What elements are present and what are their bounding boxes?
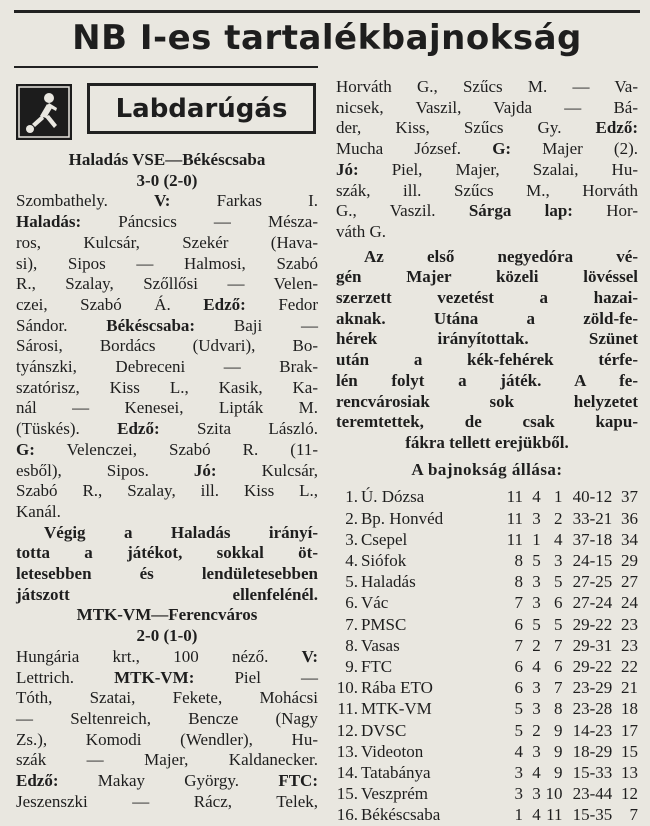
standings-row xyxy=(336,508,638,529)
match2-report-line-segment: Edző: xyxy=(595,118,638,138)
standings-played: 8 xyxy=(514,550,523,570)
match2-report-line xyxy=(336,160,638,181)
match1-report-line-segment: Farkas I. xyxy=(170,191,318,211)
match2-report-right xyxy=(336,77,638,222)
match1-report-line-segment: Jó: xyxy=(193,460,217,480)
match2-report-line-segment: Jeszenszki — Rácz, Telek, xyxy=(16,791,318,811)
standings-row xyxy=(336,529,638,550)
standings-team: DVSC xyxy=(360,720,407,740)
match1-report-line xyxy=(16,274,318,295)
match1-score: 3-0 (2-0) xyxy=(136,170,198,190)
standings-points: 12 xyxy=(621,784,638,804)
standings-points: 34 xyxy=(621,529,638,549)
standings-rank: 14. xyxy=(336,763,358,782)
standings-lost: 5 xyxy=(554,572,563,592)
standings-played: 6 xyxy=(514,614,523,634)
standings-won: 4 xyxy=(532,487,541,507)
standings-row xyxy=(336,783,638,804)
standings-lost: 8 xyxy=(554,699,563,719)
match2-report-line-segment: Makay György. xyxy=(58,771,279,791)
standings-lost: 9 xyxy=(554,720,563,740)
match2-report-line-segment: Sárga lap: xyxy=(468,201,573,221)
standings-played: 7 xyxy=(514,635,523,655)
match1-report-line-segment: Edző: xyxy=(117,419,160,439)
match1-report-line-segment: Szabó R., Szalay, ill. Kiss L., xyxy=(16,481,318,501)
match2-report-line xyxy=(16,709,318,730)
match1-summary-line: Végig a Haladás irányí- xyxy=(44,522,318,542)
match2-report-line-segment: Edző: xyxy=(16,771,59,791)
match1-report-line xyxy=(16,398,318,419)
standings-row xyxy=(336,720,638,741)
standings-rank: 1. xyxy=(345,487,358,507)
match2-report-line-segment: Jó: xyxy=(336,159,359,179)
standings-lost: 5 xyxy=(554,614,563,634)
match2-report-line xyxy=(16,771,318,792)
standings-goals: 23-28 xyxy=(572,699,613,719)
match2-title: MTK-VM—Ferencváros xyxy=(76,605,258,625)
standings-lost: 9 xyxy=(554,763,563,782)
standings-rank: 8. xyxy=(345,635,358,655)
match1-report-line-segment: czei, Szabó Á. xyxy=(16,294,204,314)
standings-goals: 15-33 xyxy=(572,763,613,782)
standings-played: 7 xyxy=(514,593,523,613)
match2-summary-last: fákra tellett erejükből. xyxy=(405,432,569,452)
standings-rank: 13. xyxy=(336,741,358,761)
standings-goals: 29-22 xyxy=(572,656,613,676)
standings-points: 29 xyxy=(621,550,638,570)
standings-won: 1 xyxy=(532,529,541,549)
standings-rank: 4. xyxy=(345,550,358,570)
standings-rank: 12. xyxy=(336,720,358,740)
standings-lost: 6 xyxy=(554,656,563,676)
match2-report-line xyxy=(336,139,638,160)
standings-team: Vasas xyxy=(360,635,400,655)
standings-won: 4 xyxy=(532,763,541,782)
match1-report-line xyxy=(16,357,318,378)
match2-score: 2-0 (1-0) xyxy=(136,626,198,646)
standings-goals: 23-44 xyxy=(572,784,613,804)
standings-points: 13 xyxy=(621,763,638,782)
match1-report-line-segment: Békéscsaba: xyxy=(106,315,196,335)
standings-points: 24 xyxy=(621,593,638,613)
standings-played: 6 xyxy=(514,656,523,676)
standings-team: Haladás xyxy=(360,572,416,592)
standings-rank: 3. xyxy=(345,529,358,549)
standings-team: MTK-VM xyxy=(360,699,432,719)
standings-goals: 29-22 xyxy=(572,614,613,634)
standings-rank: 11. xyxy=(337,699,358,719)
standings-lost: 9 xyxy=(554,741,563,761)
match1-report-line-segment: si), Sipos — Halmosi, Szabó xyxy=(16,253,318,273)
match1-report-line xyxy=(16,336,318,357)
match2-report-line-segment: Hungária krt., 100 néző. xyxy=(16,646,302,666)
standings-won: 3 xyxy=(532,508,541,528)
match2-summary-line: gén Majer közeli lövéssel xyxy=(336,267,638,287)
standings-rank: 7. xyxy=(345,614,358,634)
standings-row xyxy=(336,677,638,698)
match1-report-line xyxy=(16,212,318,233)
match1-report-line-segment: (Tüskés). xyxy=(16,419,118,439)
standings-points: 22 xyxy=(621,656,638,676)
match2-report-line xyxy=(336,118,638,139)
standings-played: 11 xyxy=(506,487,523,507)
standings-goals: 18-29 xyxy=(572,741,613,761)
standings-lost: 7 xyxy=(554,678,563,698)
match2-report-last: váth G. xyxy=(336,221,387,241)
match2-report-line-segment: Majer (2). xyxy=(511,139,638,159)
standings-team: PMSC xyxy=(360,614,407,634)
standings-row xyxy=(336,486,638,507)
standings-team: Videoton xyxy=(360,741,424,761)
standings-team: Csepel xyxy=(360,529,408,549)
match2-report-line xyxy=(336,77,638,98)
standings-goals: 27-25 xyxy=(572,572,613,592)
standings-goals: 15-35 xyxy=(572,805,613,825)
standings-rank: 9. xyxy=(345,656,358,676)
match1-report-line-segment: Fedor xyxy=(245,294,318,314)
match2-report-line-segment: G., Vaszil. xyxy=(336,201,469,221)
match1-report-line-segment: Baji — xyxy=(195,315,318,335)
match2-report-line-segment: Mucha József. xyxy=(336,139,493,159)
standings-title: A bajnokság állása: xyxy=(411,459,563,479)
match2-summary-line: rencvárosiak sok helyzetet xyxy=(336,391,638,411)
match2-summary-line: aknak. Utána a zöld-fe- xyxy=(336,308,638,328)
match2-report-line-segment: Lettrich. xyxy=(16,667,115,687)
match1-report-line xyxy=(16,440,318,461)
standings-lost: 1 xyxy=(554,487,563,507)
standings-table xyxy=(336,486,638,825)
standings-points: 18 xyxy=(621,699,638,719)
match2-report-line xyxy=(336,181,638,202)
match1-report-line-segment: Sárosi, Bordács (Udvari), Bo- xyxy=(16,336,318,356)
standings-goals: 27-24 xyxy=(572,593,613,613)
match2-report-line xyxy=(336,98,638,119)
soccer-player-icon xyxy=(16,84,72,140)
standings-played: 5 xyxy=(514,720,523,740)
match2-report-line-segment: Zs.), Komodi (Wendler), Hu- xyxy=(16,729,318,749)
match1-report-line-segment: Velenczei, Szabó R. (11- xyxy=(34,439,318,459)
standings-won: 5 xyxy=(532,550,541,570)
match1-summary-line: letesebben és lendületesebben xyxy=(16,564,318,584)
match2-report-line-segment: — Seltenreich, Bencze (Nagy xyxy=(16,708,318,728)
match1-summary-line: játszott ellenfelénél. xyxy=(16,584,318,604)
match1-report-line xyxy=(16,233,318,254)
match2-report-line-segment: V: xyxy=(301,646,318,666)
standings-won: 4 xyxy=(532,656,541,676)
standings-points: 37 xyxy=(621,487,638,507)
standings-lost: 3 xyxy=(554,550,563,570)
match2-summary-line: teremtettek, de csak kapu- xyxy=(336,412,638,432)
match2-report-line-segment: Tóth, Szatai, Fekete, Mohácsi xyxy=(16,688,318,708)
match1-report-line-segment: Haladás: xyxy=(16,212,82,232)
section-title: Labdarúgás xyxy=(87,83,316,134)
standings-rank: 2. xyxy=(345,508,358,528)
standings-goals: 14-23 xyxy=(572,720,613,740)
match1-report-line-segment: Páncsics — Mésza- xyxy=(81,212,318,232)
standings-won: 3 xyxy=(532,593,541,613)
match2-report-line-segment: G: xyxy=(492,139,512,159)
standings-lost: 11 xyxy=(546,805,563,825)
standings-goals: 33-21 xyxy=(572,508,613,528)
match1-report-line-segment: szatórisz, Kiss L., Kasik, Ka- xyxy=(16,377,318,397)
standings-rank: 5. xyxy=(345,572,358,592)
match2-report-line-segment: Hor- xyxy=(572,201,638,221)
match1-summary-line: totta a játékot, sokkal öt- xyxy=(16,543,318,563)
standings-goals: 40-12 xyxy=(572,487,613,507)
match2-report-line-segment: nicsek, Vaszil, Vajda — Bá- xyxy=(336,97,638,117)
standings-lost: 4 xyxy=(554,529,563,549)
standings-won: 3 xyxy=(532,678,541,698)
standings-row xyxy=(336,571,638,592)
match1-report-line-segment: Kulcsár, xyxy=(216,460,318,480)
standings-won: 3 xyxy=(532,741,541,761)
match1-summary xyxy=(16,523,318,606)
standings-row xyxy=(336,698,638,719)
standings-played: 5 xyxy=(514,699,523,719)
headline-rule xyxy=(14,66,318,68)
standings-team: Békéscsaba xyxy=(360,805,441,825)
match1-report-line-segment: nál — Kenesei, Lipták M. xyxy=(16,398,318,418)
standings-team: Ú. Dózsa xyxy=(360,487,425,507)
standings-won: 4 xyxy=(532,805,541,825)
standings-lost: 7 xyxy=(554,635,563,655)
match1-report-line-segment: Sándor. xyxy=(16,315,107,335)
match1-report-last: Kanál. xyxy=(16,501,61,521)
match1-report-line xyxy=(16,191,318,212)
match2-summary-line: szerzett vezetést a hazai- xyxy=(336,288,638,308)
match1-title: Haladás VSE—Békéscsaba xyxy=(68,150,266,169)
standings-team: Siófok xyxy=(360,550,407,570)
standings-points: 21 xyxy=(621,678,638,698)
top-rule xyxy=(14,10,640,13)
match2-report-line-segment: Horváth G., Szűcs M. — Va- xyxy=(336,77,638,96)
standings-played: 4 xyxy=(514,741,523,761)
standings-played: 11 xyxy=(506,508,523,528)
standings-played: 3 xyxy=(514,763,523,782)
standings-row xyxy=(336,804,638,825)
standings-rank: 16. xyxy=(336,805,358,825)
standings-rank: 6. xyxy=(345,593,358,613)
right-column xyxy=(336,77,638,826)
match1-report-line-segment: V: xyxy=(154,191,171,211)
match1-report-line-segment: ros, Kulcsár, Szekér (Hava- xyxy=(16,232,318,252)
standings-goals: 37-18 xyxy=(572,529,613,549)
standings-points: 17 xyxy=(621,720,638,740)
match1-report-line-segment: G: xyxy=(16,439,35,459)
match2-report-left xyxy=(16,647,318,813)
match2-report-line xyxy=(16,750,318,771)
match2-report-line-segment: szák — Majer, Kaldanecker. xyxy=(16,750,318,770)
standings-team: Rába ETO xyxy=(360,678,433,698)
standings-row xyxy=(336,550,638,571)
match2-report-line-segment: Piel, Majer, Szalai, Hu- xyxy=(358,159,638,179)
match2-summary xyxy=(336,247,638,433)
standings-played: 11 xyxy=(506,529,523,549)
standings-won: 3 xyxy=(532,784,541,804)
standings-team: Vác xyxy=(360,593,389,613)
match2-report-line xyxy=(336,201,638,222)
standings-won: 2 xyxy=(532,720,541,740)
standings-points: 7 xyxy=(629,805,638,825)
match2-report-line xyxy=(16,647,318,668)
standings-played: 1 xyxy=(514,805,523,825)
standings-rank: 15. xyxy=(336,784,358,804)
match2-report-line-segment: der, Kiss, Szűcs Gy. xyxy=(336,118,596,138)
standings-played: 6 xyxy=(514,678,523,698)
headline: NB I-es tartalékbajnokság xyxy=(72,18,582,58)
standings-won: 2 xyxy=(532,635,541,655)
match1-report-line xyxy=(16,295,318,316)
match2-report-line-segment: MTK-VM: xyxy=(114,667,195,687)
standings-rank: 10. xyxy=(336,678,358,698)
match2-report-line xyxy=(16,688,318,709)
match1-report-line xyxy=(16,419,318,440)
standings-goals: 29-31 xyxy=(572,635,613,655)
standings-points: 15 xyxy=(621,741,638,761)
match1-report-line xyxy=(16,254,318,275)
standings-row xyxy=(336,592,638,613)
standings-goals: 24-15 xyxy=(572,550,613,570)
match2-summary-line: után a kék-fehérek térfe- xyxy=(336,350,638,370)
match1-report-line xyxy=(16,481,318,502)
standings-points: 27 xyxy=(621,572,638,592)
standings-points: 36 xyxy=(621,508,638,528)
standings-points: 23 xyxy=(621,614,638,634)
standings-row xyxy=(336,635,638,656)
standings-goals: 23-29 xyxy=(572,678,613,698)
standings-row xyxy=(336,762,638,783)
match2-report-line-segment: Piel — xyxy=(194,667,318,687)
standings-won: 3 xyxy=(532,572,541,592)
standings-lost: 10 xyxy=(545,784,563,804)
match1-report-line xyxy=(16,316,318,337)
match1-report-line-segment: Szita László. xyxy=(159,419,318,439)
match1-report-line-segment: tyánszki, Debreceni — Brak- xyxy=(16,357,318,377)
match2-summary-line: Az első negyedóra vé- xyxy=(364,246,638,266)
match1-report xyxy=(16,191,318,502)
match2-report-line xyxy=(16,792,318,813)
standings-points: 23 xyxy=(621,635,638,655)
match2-report-line-segment: szák, ill. Szűcs M., Horváth xyxy=(336,180,638,200)
standings-team: Bp. Honvéd xyxy=(360,508,444,528)
standings-played: 8 xyxy=(514,572,523,592)
standings-team: Tatabánya xyxy=(360,763,431,782)
match1-report-line-segment: esből), Sipos. xyxy=(16,460,194,480)
match1-report-line-segment: Edző: xyxy=(203,294,246,314)
standings-row xyxy=(336,741,638,762)
standings-won: 3 xyxy=(532,699,541,719)
standings-lost: 6 xyxy=(554,593,563,613)
standings-team: Veszprém xyxy=(360,784,428,804)
left-column xyxy=(16,150,318,813)
match1-report-line xyxy=(16,461,318,482)
standings-row xyxy=(336,656,638,677)
match2-summary-line: lén folyt a játék. A fe- xyxy=(336,370,638,390)
match2-report-line xyxy=(16,668,318,689)
match2-summary-line: hérek irányítottak. Szünet xyxy=(336,329,638,349)
match2-report-line-segment: FTC: xyxy=(278,771,318,791)
standings-row xyxy=(336,614,638,635)
standings-won: 5 xyxy=(532,614,541,634)
standings-lost: 2 xyxy=(554,508,563,528)
standings-team: FTC xyxy=(360,656,393,676)
standings-played: 3 xyxy=(514,784,523,804)
match2-report-line xyxy=(16,730,318,751)
match1-report-line-segment: R., Szalay, Szőllősi — Velen- xyxy=(16,274,318,294)
match1-report-line-segment: Szombathely. xyxy=(16,191,155,211)
match1-report-line xyxy=(16,378,318,399)
